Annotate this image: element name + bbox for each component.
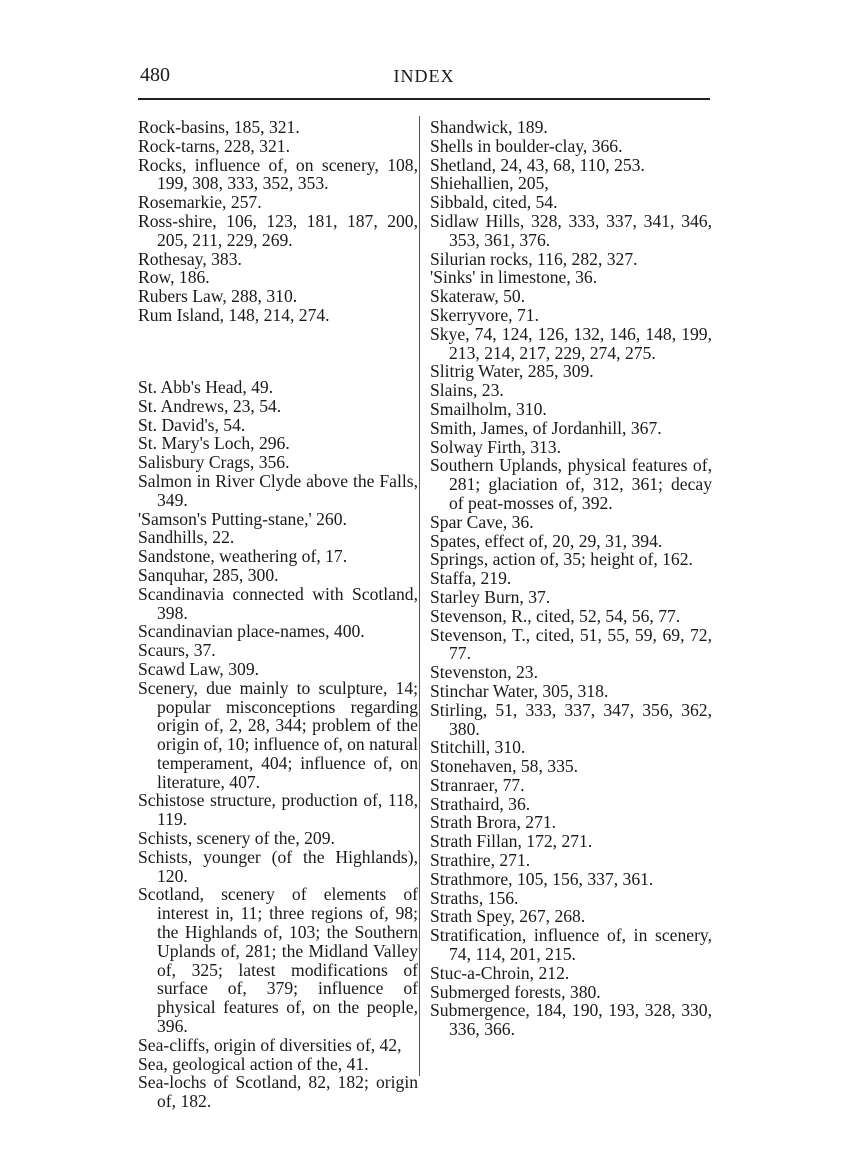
index-entry: Scotland, scenery of elements of interest in, 11; three regions of, 98; the Highlands of, 103; the Southern Uplands of, 281; the Midland Valley of, 325; latest modifications of surface of, 379; influence of physical features of, on the people, 396.	[138, 884, 418, 1037]
column-divider	[419, 116, 420, 1076]
index-entry: Stitchill, 310.	[430, 737, 526, 758]
index-entry: Strathaird, 36.	[430, 793, 531, 814]
index-entry: Rothesay, 383.	[138, 248, 242, 269]
index-entry: St. Mary's Loch, 296.	[138, 433, 290, 454]
index-entry: Southern Uplands, physical features of, 281; glaciation of, 312, 361; decay of peat-mosses of, 392.	[430, 455, 712, 513]
index-entry: Scenery, due mainly to sculpture, 14; popular misconceptions regarding origin of, 2, 28, 344; problem of the origin of, 10; influence of, on natural temperament, 404; influence of, on literature, 407.	[138, 677, 418, 792]
index-entry: Stinchar Water, 305, 318.	[430, 680, 609, 701]
index-entry: Skateraw, 50.	[430, 286, 526, 307]
index-entry: Straths, 156.	[430, 887, 519, 908]
index-entry: Skerryvore, 71.	[430, 304, 539, 325]
index-entry: St. Andrews, 23, 54.	[138, 395, 282, 416]
index-entry: Strath Fillan, 172, 271.	[430, 831, 593, 852]
index-entry: Rosemarkie, 257.	[138, 192, 262, 213]
index-entry: Shells in boulder-clay, 366.	[430, 135, 623, 156]
page-number: 480	[140, 64, 170, 86]
index-entry: Strathmore, 105, 156, 337, 361.	[430, 868, 654, 889]
index-entry: Spates, effect of, 20, 29, 31, 394.	[430, 530, 663, 551]
section-gap	[138, 342, 418, 360]
page-header	[138, 62, 710, 100]
index-entry: Sandhills, 22.	[138, 527, 235, 548]
index-entry: Stevenson, T., cited, 51, 55, 59, 69, 72, 77.	[430, 624, 712, 664]
index-entry: Rock-basins, 185, 321.	[138, 117, 300, 137]
index-entry: Stevenston, 23.	[430, 662, 539, 683]
index-entry: Shetland, 24, 43, 68, 110, 253.	[430, 154, 645, 175]
index-entry: Smith, James, of Jordanhill, 367.	[430, 417, 662, 438]
index-entry: 'Samson's Putting-stane,' 260.	[138, 508, 347, 529]
index-entry: Stonehaven, 58, 335.	[430, 756, 579, 777]
index-entry: Sandstone, weathering of, 17.	[138, 546, 348, 567]
index-entry: Sanquhar, 285, 300.	[138, 564, 279, 585]
index-entry: Solway Firth, 313.	[430, 436, 561, 457]
index-entry: Shiehallien, 205,	[430, 173, 549, 194]
index-entry: Smailholm, 310.	[430, 398, 547, 419]
index-entry: St. David's, 54.	[138, 414, 246, 435]
index-column-right	[430, 118, 712, 1039]
index-entry: Strathire, 271.	[430, 850, 531, 871]
index-entry: 'Sinks' in limestone, 36.	[430, 267, 598, 288]
index-entry: Stirling, 51, 333, 337, 347, 356, 362, 380.	[430, 699, 712, 739]
index-entry: Strath Spey, 267, 268.	[430, 906, 586, 927]
index-entry: Silurian rocks, 116, 282, 327.	[430, 248, 638, 269]
running-head: INDEX	[393, 66, 455, 86]
index-entry: Row, 186.	[138, 267, 210, 288]
index-entry: Sea-cliffs, origin of diversities of, 42,	[138, 1034, 402, 1055]
index-entry: Rum Island, 148, 214, 274.	[138, 304, 330, 325]
index-entry: Stratification, influence of, in scenery, 74, 114, 201, 215.	[430, 925, 712, 965]
index-entry: Sidlaw Hills, 328, 333, 337, 341, 346, 353, 361, 376.	[430, 210, 712, 250]
index-entry: Schistose structure, production of, 118, 119.	[138, 790, 418, 830]
index-entry: Scaurs, 37.	[138, 640, 216, 661]
index-entry: Scandinavia connected with Scotland, 398.	[138, 583, 418, 623]
index-entry: Schists, scenery of the, 209.	[138, 828, 335, 849]
index-entry: Rock-tarns, 228, 321.	[138, 135, 290, 156]
index-entry: Slitrig Water, 285, 309.	[430, 361, 594, 382]
index-entry: Stranraer, 77.	[430, 774, 525, 795]
index-entry: Stevenson, R., cited, 52, 54, 56, 77.	[430, 605, 681, 626]
index-entry: Springs, action of, 35; height of, 162.	[430, 549, 693, 570]
index-entry: Shandwick, 189.	[430, 117, 548, 137]
index-entry: St. Abb's Head, 49.	[138, 376, 274, 397]
index-entry: Slains, 23.	[430, 380, 504, 401]
index-entry: Rocks, influence of, on scenery, 108, 199, 308, 333, 352, 353.	[138, 154, 418, 194]
index-entry: Salmon in River Clyde above the Falls, 349.	[138, 470, 418, 510]
index-entry: Skye, 74, 124, 126, 132, 146, 148, 199, 213, 214, 217, 229, 274, 275.	[430, 323, 712, 363]
index-entry: Submerged forests, 380.	[430, 981, 601, 1002]
index-column-left	[138, 118, 418, 1111]
index-entry: Strath Brora, 271.	[430, 812, 557, 833]
index-entry: Spar Cave, 36.	[430, 511, 534, 532]
index-entry: Sea, geological action of the, 41.	[138, 1053, 369, 1074]
index-entry: Salisbury Crags, 356.	[138, 452, 290, 473]
index-entry: Ross-shire, 106, 123, 181, 187, 200, 205, 211, 229, 269.	[138, 210, 418, 250]
index-entry: Sibbald, cited, 54.	[430, 192, 558, 213]
index-entry: Rubers Law, 288, 310.	[138, 286, 298, 307]
index-entry: Stuc-a-Chroin, 212.	[430, 962, 570, 983]
index-entry: Scawd Law, 309.	[138, 658, 260, 679]
index-entry: Sea-lochs of Scotland, 82, 182; origin of, 182.	[138, 1072, 418, 1112]
index-entry: Staffa, 219.	[430, 568, 512, 589]
index-entry: Schists, younger (of the Highlands), 120.	[138, 846, 418, 886]
index-entry: Scandinavian place-names, 400.	[138, 621, 365, 642]
index-entry: Starley Burn, 37.	[430, 586, 551, 607]
index-entry: Submergence, 184, 190, 193, 328, 330, 336, 366.	[430, 1000, 712, 1040]
